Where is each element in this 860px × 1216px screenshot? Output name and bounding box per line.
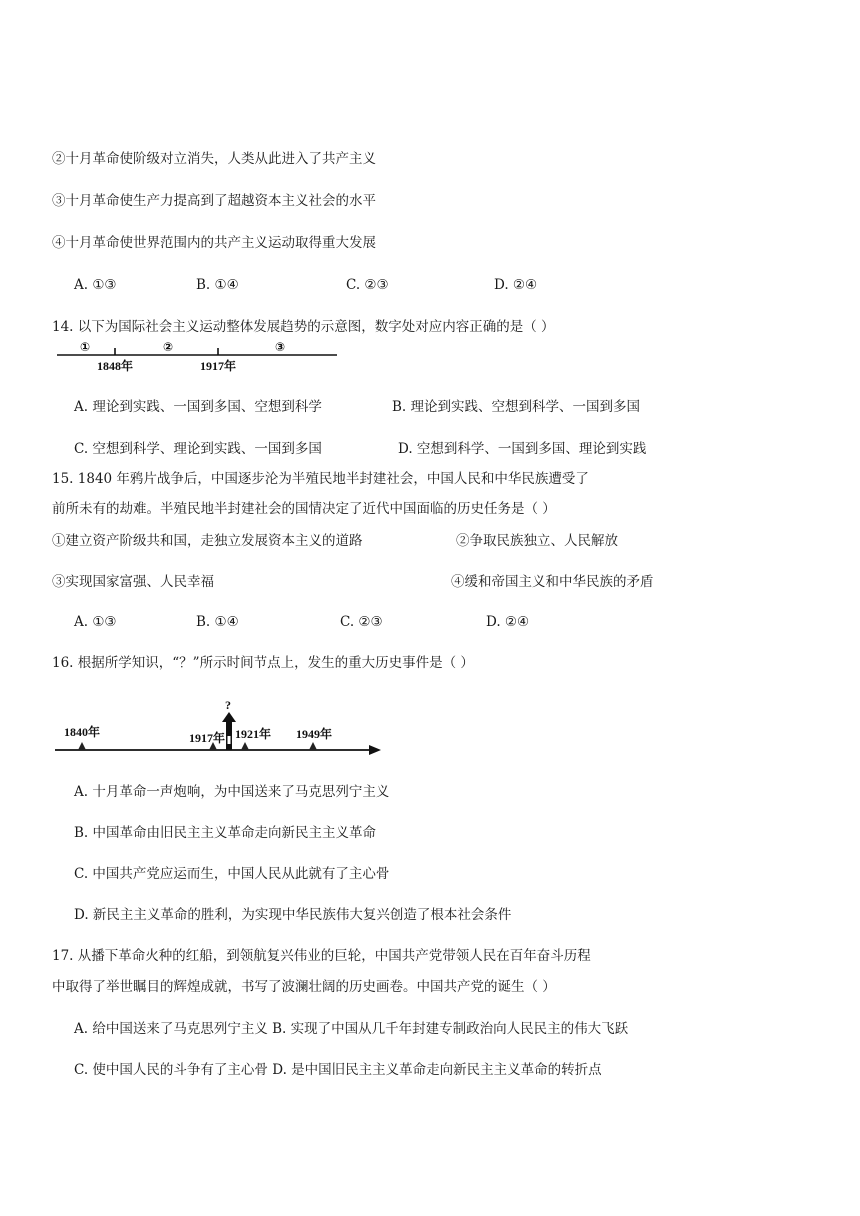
q14-option-d[interactable]: D. 空想到科学、一国到多国、理论到实践 (398, 441, 647, 457)
q16-timeline-tick-1921 (241, 742, 249, 750)
q13-option-b[interactable]: B. ①④ (196, 277, 239, 293)
q14-timeline-mark-1: ① (80, 340, 91, 354)
q17-stem-line-1: 17. 从播下革命火种的红船，到领航复兴伟业的巨轮，中国共产党带领人民在百年奋斗历程 (52, 948, 591, 964)
q15-option-d[interactable]: D. ②④ (486, 614, 530, 630)
q14-option-c[interactable]: C. 空想到科学、理论到实践、一国到多国 (74, 441, 322, 457)
q15-statement-1: ①建立资产阶级共和国，走独立发展资本主义的道路 (52, 533, 363, 549)
q15-statement-3: ③实现国家富强、人民幸福 (52, 574, 214, 590)
q16-timeline-arrow-head (369, 745, 381, 755)
q13-statement-2: ②十月革命使阶级对立消失，人类从此进入了共产主义 (52, 151, 376, 167)
q17-stem-line-2: 中取得了举世瞩目的辉煌成就，书写了波澜壮阔的历史画卷。中国共产党的诞生（ ） (52, 979, 556, 995)
q13-option-c[interactable]: C. ②③ (346, 277, 389, 293)
q14-option-b[interactable]: B. 理论到实践、空想到科学、一国到多国 (392, 399, 641, 415)
q16-option-b[interactable]: B. 中国革命由旧民主主义革命走向新民主主义革命 (74, 825, 377, 841)
q17-options-c-d[interactable]: C. 使中国人民的斗争有了主心骨 D. 是中国旧民主主义革命走向新民主主义革命的转折点 (74, 1062, 602, 1078)
q14-timeline-year-1917: 1917年 (200, 359, 237, 373)
q16-timeline-year-1840: 1840年 (64, 725, 101, 739)
q16-question-arrow-shaft (226, 718, 232, 750)
q16-option-a[interactable]: A. 十月革命一声炮响，为中国送来了马克思列宁主义 (74, 784, 390, 800)
q15-statement-4: ④缓和帝国主义和中华民族的矛盾 (451, 574, 654, 590)
q13-statement-3: ③十月革命使生产力提高到了超越资本主义社会的水平 (52, 193, 376, 209)
q16-timeline-year-1921: 1921年 (235, 727, 272, 741)
q15-stem-line-1: 15. 1840 年鸦片战争后，中国逐步沦为半殖民地半封建社会，中国人民和中华民族遭受了 (52, 471, 589, 487)
q15-option-a[interactable]: A. ①③ (74, 614, 117, 630)
q14-option-a[interactable]: A. 理论到实践、一国到多国、空想到科学 (74, 399, 322, 415)
q16-stem: 16. 根据所学知识，“？”所示时间节点上，发生的重大历史事件是（ ） (52, 655, 474, 671)
q16-option-d[interactable]: D. 新民主主义革命的胜利，为实现中华民族伟大复兴创造了根本社会条件 (74, 907, 512, 923)
q15-statement-2: ②争取民族独立、人民解放 (456, 533, 618, 549)
q16-timeline-tick-1840 (78, 742, 86, 750)
q16-timeline-year-1949: 1949年 (296, 727, 333, 741)
q14-timeline-diagram (55, 338, 355, 374)
q16-timeline-tick-1949 (309, 742, 317, 750)
q14-timeline-year-1848: 1848年 (97, 359, 134, 373)
q13-option-d[interactable]: D. ②④ (494, 277, 538, 293)
q16-question-mark: ? (225, 698, 231, 712)
q15-option-c[interactable]: C. ②③ (340, 614, 383, 630)
q16-timeline-diagram (55, 700, 387, 760)
q13-statement-4: ④十月革命使世界范围内的共产主义运动取得重大发展 (52, 235, 376, 251)
q17-options-a-b[interactable]: A. 给中国送来了马克思列宁主义 B. 实现了中国从几千年封建专制政治向人民民主的伟大飞跃 (74, 1021, 629, 1037)
q15-stem-line-2: 前所未有的劫难。半殖民地半封建社会的国情决定了近代中国面临的历史任务是（ ） (52, 501, 556, 517)
q14-timeline-mark-2: ② (163, 340, 174, 354)
q16-option-c[interactable]: C. 中国共产党应运而生，中国人民从此就有了主心骨 (74, 866, 390, 882)
q14-stem: 14. 以下为国际社会主义运动整体发展趋势的示意图，数字处对应内容正确的是（ ） (52, 319, 555, 335)
q16-question-arrow-head (222, 712, 236, 722)
q15-option-b[interactable]: B. ①④ (196, 614, 239, 630)
q16-timeline-year-1917: 1917年 (189, 731, 226, 745)
q14-timeline-mark-3: ③ (275, 340, 286, 354)
q13-option-a[interactable]: A. ①③ (74, 277, 117, 293)
